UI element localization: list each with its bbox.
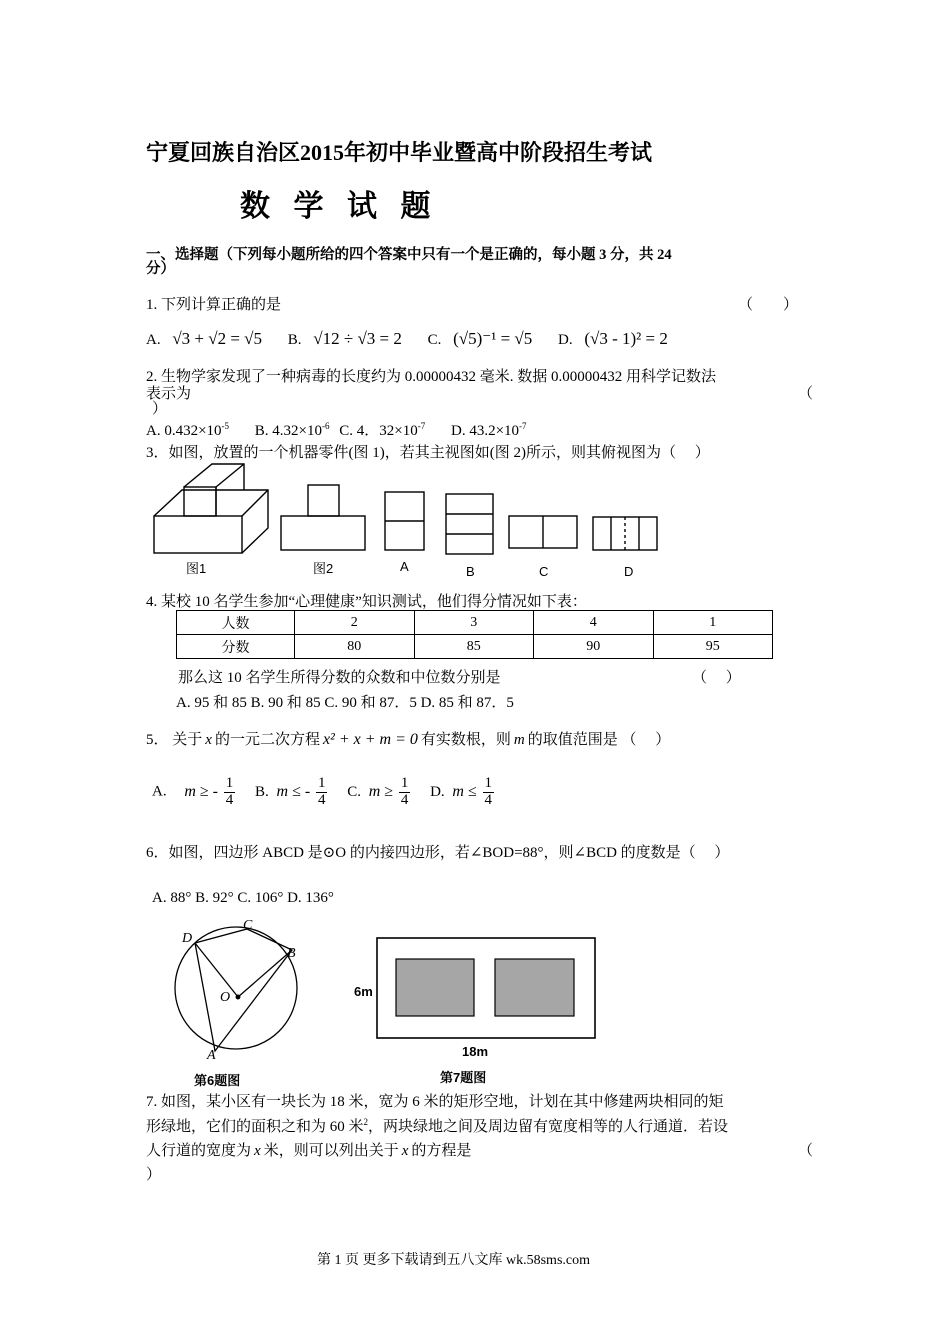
q7-field-figure (377, 938, 595, 1038)
q5-option-d-fraction (483, 776, 495, 809)
q7-line2-sup: 2 (363, 1117, 369, 1127)
q7-line3 (146, 1139, 471, 1160)
fraction-numerator: 1 (317, 775, 326, 791)
q2-option-a-exp: -5 (221, 421, 230, 431)
q4-stem: 4. 某校 10 名学生参加“心理健康”知识测试，他们得分情况如下表： (146, 594, 587, 610)
q1-option-c: (√5)⁻¹ = √5 (453, 329, 533, 348)
q3-option-d-view (593, 517, 657, 550)
q6-point-a-label: A (207, 1048, 216, 1063)
table-cell: 2 (295, 611, 415, 635)
q2-paren-close: ） (152, 401, 168, 417)
q7-height-label: 6m (354, 984, 373, 999)
q2-option-c: C. 4．32×10 (339, 423, 418, 439)
q1-stem: 1. 下列计算正确的是 (146, 297, 282, 313)
q5-var-x: x (205, 732, 212, 748)
q5-equation: x² + x + m = 0 (322, 731, 418, 748)
q1-option-d: (√3 - 1)² = 2 (584, 329, 668, 348)
q7-line2 (146, 1115, 728, 1136)
fraction-denominator: 4 (225, 791, 234, 808)
q5-option-d-rel: m ≤ (452, 782, 477, 800)
fraction-numerator: 1 (225, 775, 234, 791)
q5-stem-post: 有实数根，则 (420, 732, 511, 748)
q5-var-m: m (513, 732, 525, 748)
q2-paren-open: （ (798, 386, 814, 402)
q6-point-o-label: O (220, 990, 231, 1005)
q5-option-b-label: B. (255, 783, 269, 800)
q3-stem: 3．如图，放置的一个机器零件(图 1)，若其主视图如(图 2)所示，则其俯视图为（ ） (146, 445, 710, 461)
table-cell: 80 (295, 635, 415, 659)
q6-figure-caption: 第6题图 (194, 1073, 241, 1088)
q1-option-a: √3 + √2 = √5 (172, 329, 263, 348)
section-heading-line2: 分） (146, 261, 175, 277)
exam-title: 宁夏回族自治区2015年初中毕业暨高中阶段招生考试 (146, 140, 653, 165)
q5-stem-end: 的取值范围是 （ ） (527, 732, 671, 748)
q1-option-a-label: A. (146, 332, 161, 348)
q5-option-a-label: A. (152, 783, 167, 800)
q7-line3-post: 的方程是 (411, 1143, 472, 1159)
q5-stem (146, 728, 670, 749)
q5-option-c-rel: m ≥ (368, 782, 394, 800)
q2-option-b: B. 4.32×10 (254, 423, 323, 439)
q7-line3-mid: 米，则可以列出关于 (263, 1143, 399, 1159)
q1-option-d-label: D. (558, 332, 573, 348)
q3-fig1-label: 图1 (186, 561, 207, 576)
q3-label-b: B (466, 564, 475, 579)
q7-line1: 7. 如图，某小区有一块长为 18 米，宽为 6 米的矩形空地，计划在其中修建两块相同的矩 (146, 1094, 724, 1110)
q1-options (146, 329, 668, 349)
fraction-denominator: 4 (484, 791, 492, 808)
q7-var-x: x (401, 1143, 409, 1159)
q4-followup: 那么这 10 名学生所得分数的众数和中位数分别是 (178, 670, 501, 686)
table-row (177, 635, 773, 659)
q2-stem-line1: 2. 生物学家发现了一种病毒的长度约为 0.00000432 毫米. 数据 0.00000432 用科学记数法 (146, 369, 717, 385)
q3-figures (140, 460, 680, 585)
q6-stem: 6．如图，四边形 ABCD 是⊙O 的内接四边形，若∠BOD=88°，则∠BCD 的度数是（ ） (146, 845, 730, 861)
q2-option-d: D. 43.2×10 (450, 423, 520, 439)
q6-circle-figure (175, 927, 297, 1051)
q5-option-a-rel: m ≥ - (184, 782, 219, 800)
q3-label-a: A (400, 559, 409, 574)
q2-option-d-exp: -7 (519, 421, 527, 431)
q3-label-d: D (624, 564, 634, 579)
q7-width-label: 18m (462, 1044, 489, 1059)
fraction-denominator: 4 (317, 791, 326, 808)
q1-answer-paren: （ ） (738, 297, 799, 313)
q3-fig2-label: 图2 (313, 561, 334, 576)
q5-option-b-rel: m ≤ - (276, 782, 311, 800)
q4-options: A. 95 和 85 B. 90 和 85 C. 90 和 87．5 D. 85 和 87．5 (176, 695, 514, 711)
q7-figure-caption: 第7题图 (440, 1070, 487, 1085)
q3-option-b-view (446, 494, 493, 554)
q3-label-c: C (539, 564, 549, 579)
q1-option-c-label: C. (427, 332, 442, 348)
table-cell: 1 (653, 611, 773, 635)
q2-stem-line2: 表示为 (146, 386, 192, 402)
q6-q7-figures (140, 912, 630, 1092)
q3-option-a-view (385, 492, 424, 550)
table-cell: 3 (414, 611, 534, 635)
q5-option-d-label: D. (430, 783, 445, 800)
q7-line2-pre: 形绿地，它们的面积之和为 60 米 (146, 1119, 364, 1135)
q7-green-area-right (495, 959, 574, 1016)
fraction-numerator: 1 (484, 775, 492, 791)
fraction-denominator: 4 (400, 791, 409, 808)
q4-score-table (176, 610, 773, 659)
q5-option-c-fraction (399, 776, 411, 809)
q3-figure1-solid (154, 464, 268, 553)
q3-option-c-view (509, 516, 577, 548)
q5-option-b-fraction (316, 776, 328, 809)
q6-options: A. 88° B. 92° C. 106° D. 136° (152, 890, 334, 906)
table-cell: 95 (653, 635, 773, 659)
q7-green-area-left (396, 959, 474, 1016)
section-heading-line1: 一、选择题（下列每小题所给的四个答案中只有一个是正确的，每小题 3 分，共 24 (146, 247, 672, 263)
table-cell: 4 (534, 611, 654, 635)
q2-option-c-exp: -7 (417, 421, 426, 431)
q2-option-b-exp: -6 (322, 421, 330, 431)
paper-subtitle: 数 学 试 题 (240, 190, 439, 223)
q6-point-c-label: C (243, 918, 253, 933)
table-cell: 90 (534, 635, 654, 659)
q2-options (146, 419, 527, 440)
q6-point-b-label: B (287, 946, 296, 961)
q2-option-a: A. 0.432×10 (146, 423, 222, 439)
q7-line2-post: ，两块绿地之间及周边留有宽度相等的人行通道．若设 (368, 1119, 729, 1135)
table-row (177, 611, 773, 635)
page-footer: 第 1 页 更多下载请到五八文库 wk.58sms.com (317, 1253, 590, 1268)
q6-point-d-label: D (182, 931, 193, 946)
fraction-numerator: 1 (400, 775, 409, 791)
q7-paren-close: ） (146, 1167, 162, 1183)
q4-answer-paren: （ ） (692, 670, 741, 686)
q1-option-b: √12 ÷ √3 = 2 (313, 329, 402, 348)
q7-var-x: x (254, 1143, 261, 1159)
table-cell: 分数 (177, 635, 295, 659)
q5-option-c-label: C. (347, 783, 361, 800)
q5-stem-mid: 的一元二次方程 (214, 732, 320, 748)
q7-line3-pre: 人行道的宽度为 (146, 1143, 252, 1159)
q1-option-b-label: B. (287, 332, 302, 348)
q5-options (152, 776, 496, 809)
table-cell: 85 (414, 635, 534, 659)
q5-stem-pre: 5． 关于 (146, 732, 203, 748)
q5-option-a-fraction (224, 776, 236, 809)
q3-figure2-front-view (281, 485, 365, 550)
table-cell: 人数 (177, 611, 295, 635)
q7-paren-open: （ (798, 1143, 814, 1159)
